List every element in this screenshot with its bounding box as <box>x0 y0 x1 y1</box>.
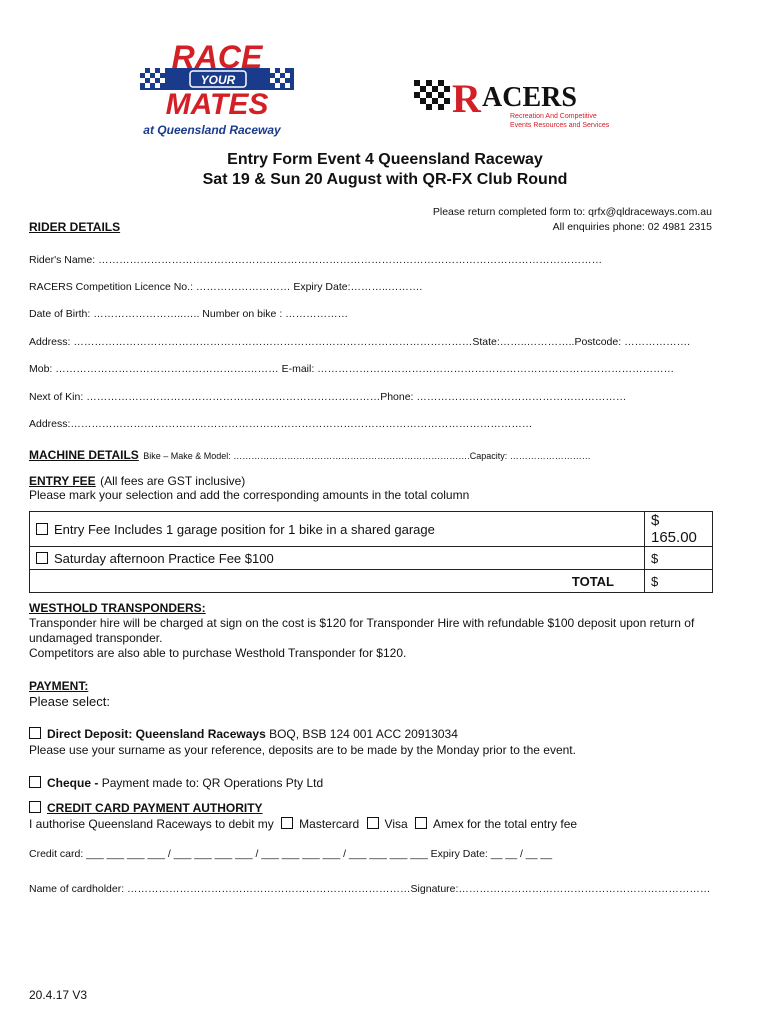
svg-text:YOUR: YOUR <box>200 73 236 87</box>
credit-card-heading-row <box>29 801 263 815</box>
payment-select: Please select: <box>29 694 110 709</box>
licence-field[interactable]: RACERS Competition Licence No.: ……………………… Expiry Date:………..………. <box>29 281 423 293</box>
fee-row-amount[interactable]: $ <box>645 547 713 570</box>
return-email: Please return completed form to: qrfx@qldraceways.com.au <box>432 206 712 218</box>
cc-authorise-text: I authorise Queensland Raceways to debit my <box>29 817 274 831</box>
credit-card-heading: CREDIT CARD PAYMENT AUTHORITY <box>47 801 263 815</box>
payment-heading: PAYMENT: <box>29 679 89 693</box>
direct-deposit-label: Direct Deposit: Queensland Raceways <box>47 727 266 741</box>
form-subtitle: Sat 19 & Sun 20 August with QR-FX Club Round <box>202 171 568 188</box>
total-amount[interactable]: $ <box>645 570 713 593</box>
machine-details-field[interactable]: Bike – Make & Model: …………………………………………………………………….Capacity: ……………………… <box>143 451 591 461</box>
next-of-kin-field[interactable]: Next of Kin: …………………………………………………………………………Phone: …………………………………………………… <box>29 391 627 403</box>
version-label: 20.4.17 V3 <box>29 988 88 1002</box>
fee-row-label: Saturday afternoon Practice Fee $100 <box>54 550 274 566</box>
race-your-mates-logo <box>138 40 296 140</box>
checkbox-icon[interactable] <box>36 552 48 564</box>
svg-text:R: R <box>452 76 481 121</box>
svg-text:ACERS: ACERS <box>482 82 577 113</box>
direct-deposit-detail: BOQ, BSB 124 001 ACC 20913034 <box>269 727 458 741</box>
svg-text:Recreation And Competitive: Recreation And Competitive <box>510 113 597 120</box>
svg-text:Events Resources and Services: Events Resources and Services <box>510 122 610 129</box>
address2-field[interactable]: Address:…………………………………………………………………………………………………………………… <box>29 418 533 430</box>
cheque-detail: Payment made to: QR Operations Pty Ltd <box>101 776 324 790</box>
total-label: TOTAL <box>30 570 645 593</box>
transponders-line1: Transponder hire will be charged at sign on the cost is $120 for Transponder Hire with refundable $100 deposit upon return of <box>29 616 695 630</box>
table-row <box>30 570 713 593</box>
direct-deposit-note: Please use your surname as your reference, deposits are to be made by the Monday prior to the event. <box>29 743 576 757</box>
checkbox-icon[interactable] <box>281 817 293 829</box>
checkbox-icon[interactable] <box>367 817 379 829</box>
fee-row-label: Entry Fee Includes 1 garage position for 1 bike in a shared garage <box>54 521 435 537</box>
address-field[interactable]: Address: ……………………………………………………………………………………………………State:……..…………..Postcode: ………………. <box>29 336 690 348</box>
entry-fee-heading: ENTRY FEE <box>29 474 96 488</box>
form-title: Entry Form Event 4 Queensland Raceway <box>227 151 543 168</box>
cc-visa-label: Visa <box>384 817 408 831</box>
racers-logo <box>412 66 622 130</box>
cc-mastercard-label: Mastercard <box>299 817 360 831</box>
fee-row-amount[interactable]: $ 165.00 <box>645 512 713 547</box>
logo-race-text: RACE <box>171 40 263 75</box>
enquiries-phone: All enquiries phone: 02 4981 2315 <box>552 221 712 233</box>
dob-field[interactable]: Date of Birth: ……………………..….. Number on bike : ……………… <box>29 308 349 320</box>
fee-table <box>29 511 713 593</box>
rider-details-heading: RIDER DETAILS <box>29 220 121 234</box>
transponders-line2: undamaged transponder. <box>29 631 163 645</box>
rider-name-field[interactable]: Rider's Name: ……………………………………………………………………………………………………………………………… <box>29 254 603 266</box>
entry-fee-note: (All fees are GST inclusive) <box>100 474 246 488</box>
machine-details-row <box>29 446 591 464</box>
direct-deposit-row <box>29 727 458 741</box>
checkbox-icon[interactable] <box>29 801 41 813</box>
checkbox-icon[interactable] <box>29 727 41 739</box>
entry-fee-instruction: Please mark your selection and add the corresponding amounts in the total column <box>29 488 470 502</box>
svg-text:MATES: MATES <box>165 88 269 121</box>
checkbox-icon[interactable] <box>415 817 427 829</box>
checkbox-icon[interactable] <box>36 523 48 535</box>
checkbox-icon[interactable] <box>29 776 41 788</box>
svg-text:at Queensland Raceway: at Queensland Raceway <box>143 123 281 137</box>
table-row <box>30 512 713 547</box>
machine-details-heading: MACHINE DETAILS <box>29 448 139 462</box>
transponders-heading: WESTHOLD TRANSPONDERS: <box>29 601 206 615</box>
cheque-row <box>29 776 323 790</box>
mob-email-field[interactable]: Mob: ……………………………………………….……… E-mail: ………………………………………………………………………………………… <box>29 363 675 375</box>
cheque-label: Cheque - <box>47 776 99 790</box>
cc-amex-label: Amex for the total entry fee <box>433 817 578 831</box>
cardholder-field[interactable]: Name of cardholder: ………………………………………………………………………Signature:……………………………………………………………… <box>29 883 711 895</box>
credit-card-number-field[interactable]: Credit card: ___ ___ ___ ___ / ___ ___ ___ ___ / ___ ___ ___ ___ / ___ ___ ___ ___ Expiry Date: __ __ / __ __ <box>29 848 553 860</box>
transponders-line3: Competitors are also able to purchase Westhold Transponder for $120. <box>29 646 407 660</box>
credit-card-authorise-row <box>29 817 577 831</box>
table-row <box>30 547 713 570</box>
